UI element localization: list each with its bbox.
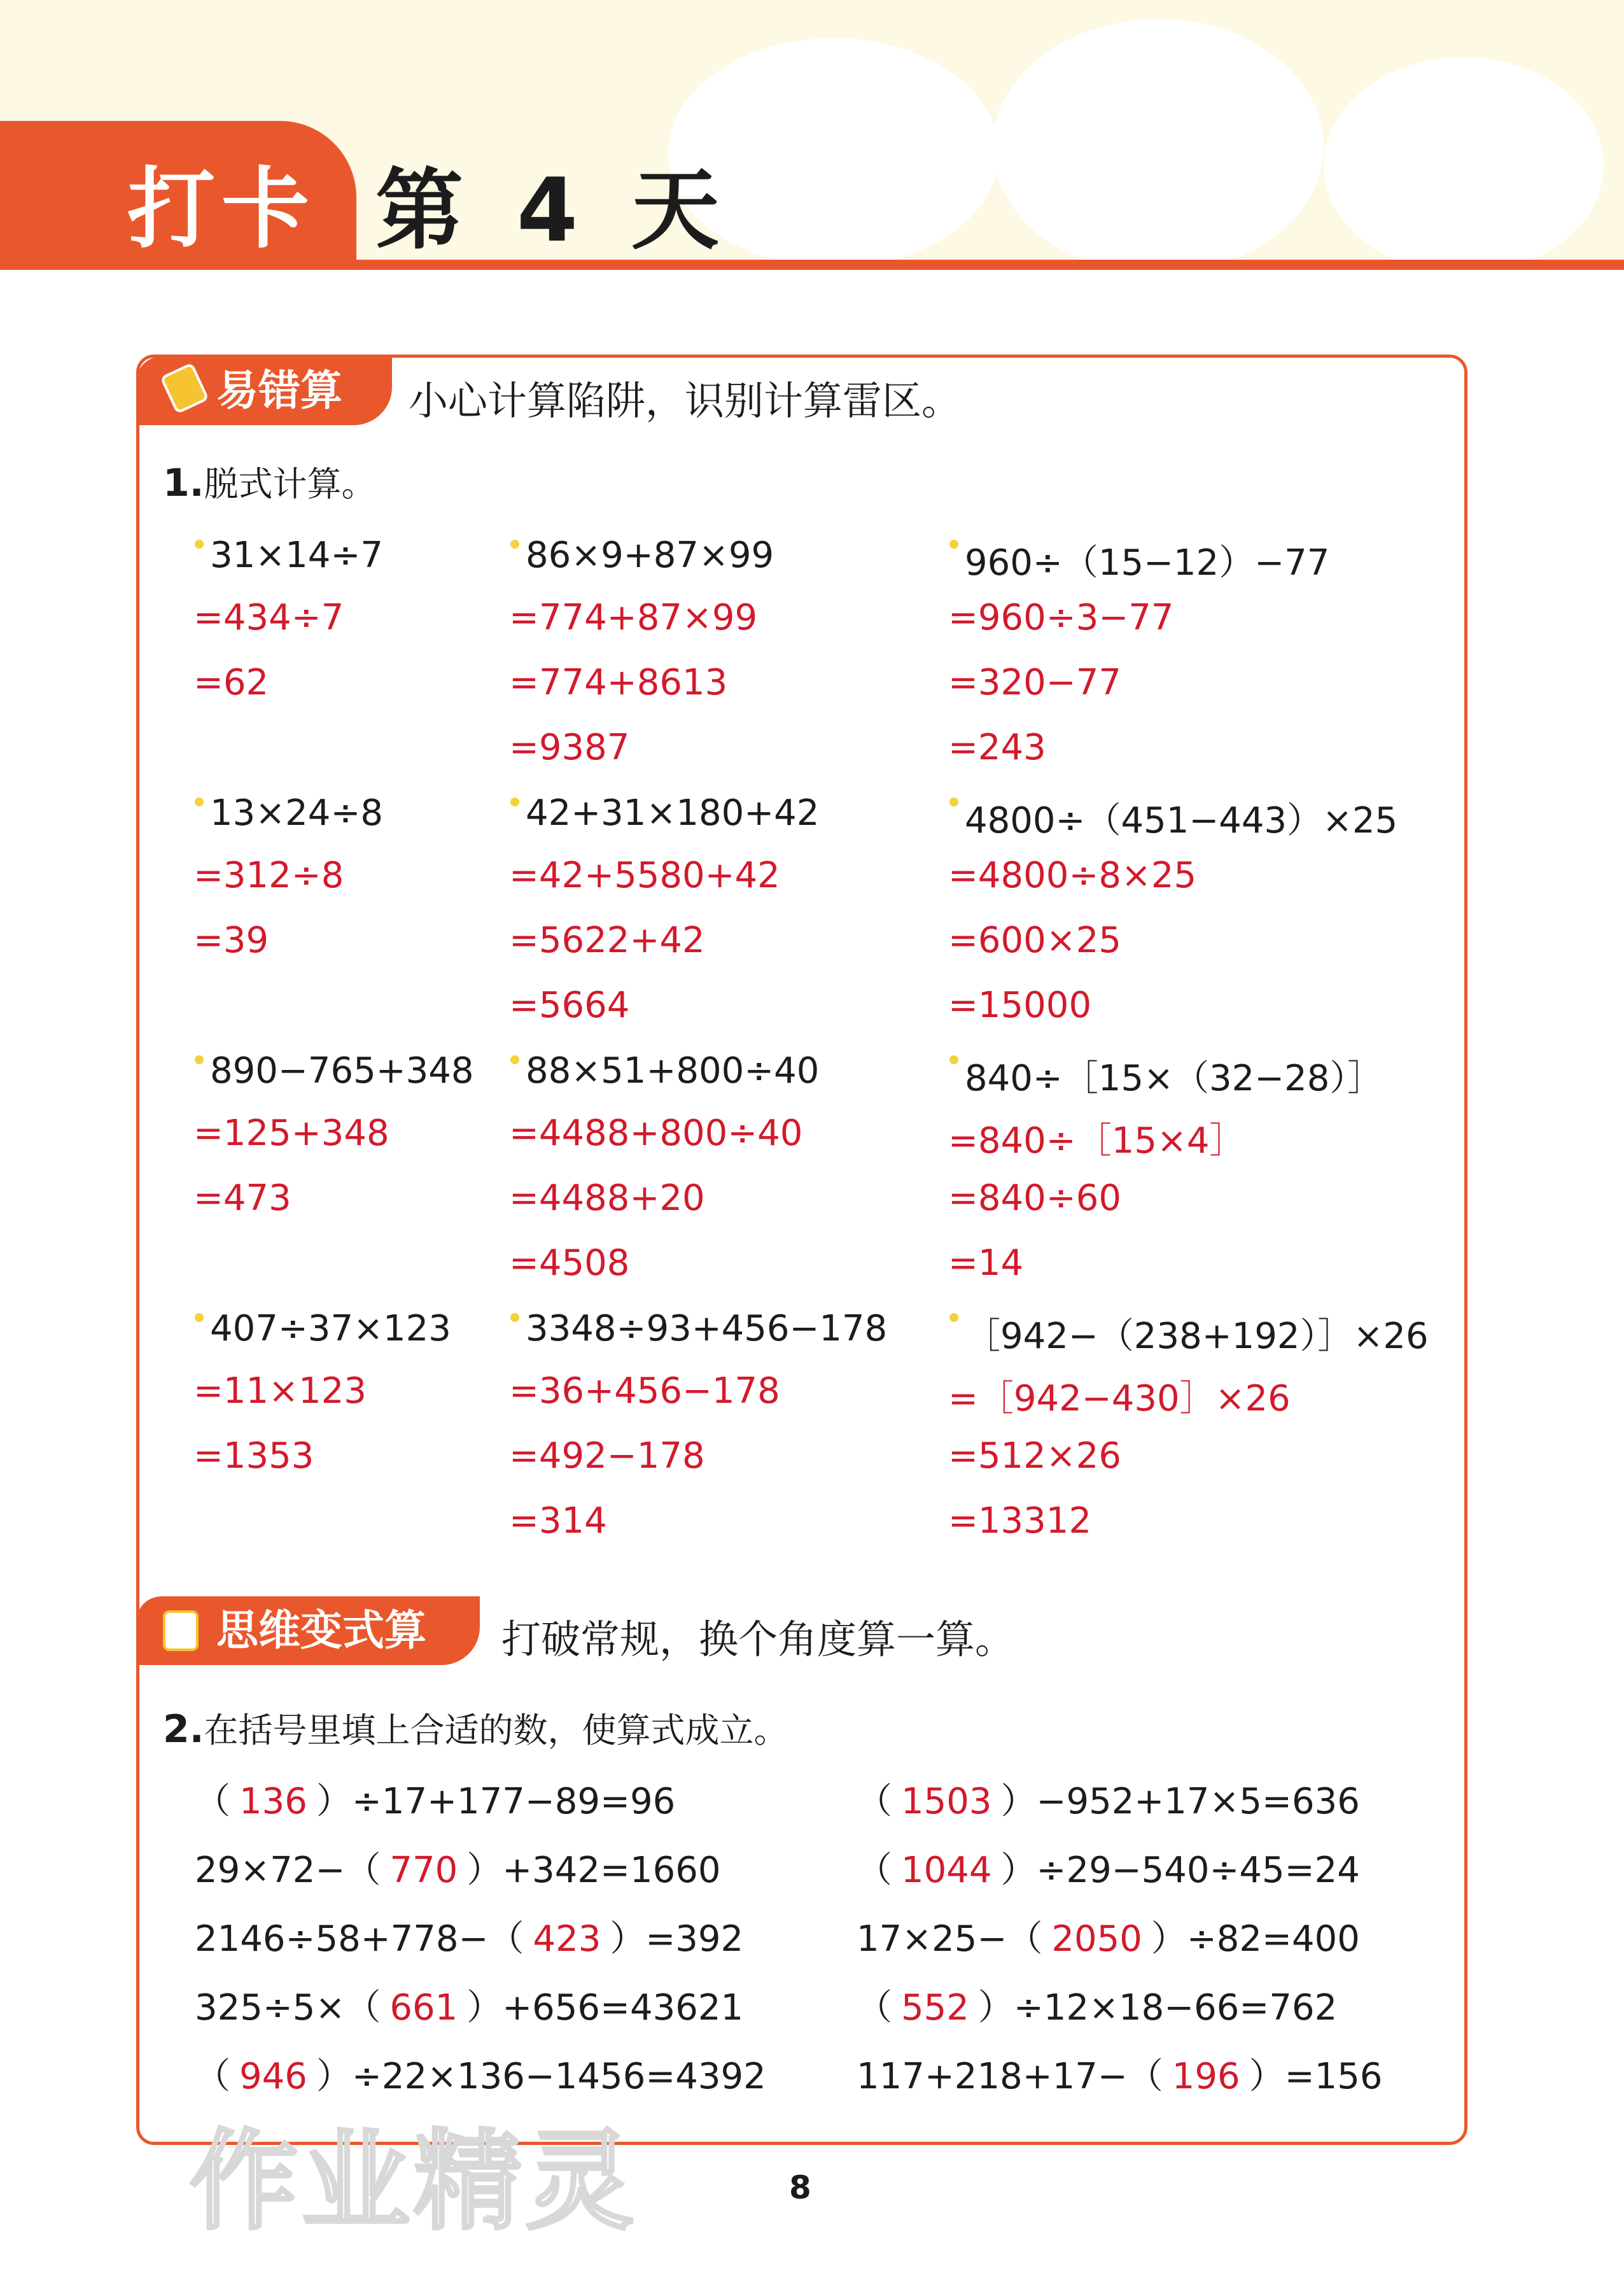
problem-expression [195, 792, 383, 834]
equation-text: 2146÷58+778−（ [195, 1918, 524, 1960]
solution-step: =840÷［15×4］ [948, 1120, 1245, 1162]
equation-text: 325÷5×（ [195, 1987, 381, 2028]
expression-text: 88×51+800÷40 [526, 1050, 820, 1092]
solution-step: =15000 [948, 985, 1092, 1026]
equation-text: （ [857, 1850, 892, 1891]
equation-text: ）÷22×136−1456=4392 [316, 2056, 766, 2097]
equation-text: （ [857, 1987, 892, 2028]
equation-text: ）+656=43621 [466, 1987, 744, 2028]
bullet-dot-icon [949, 1313, 958, 1322]
expression-text: 13×24÷8 [210, 792, 383, 834]
filled-answer: 770 [389, 1850, 458, 1891]
solution-step: =4508 [509, 1242, 630, 1284]
solution-step: =［942−430］×26 [948, 1378, 1291, 1419]
problem-expression [195, 1050, 474, 1092]
solution-step: =774+87×99 [509, 597, 758, 638]
expression-text: ［942−（238+192）］×26 [965, 1316, 1429, 1357]
solution-step: =1353 [193, 1435, 314, 1477]
solution-step: =125+348 [193, 1113, 389, 1154]
question1-title: 1.脱式计算。 [163, 461, 376, 505]
solution-step: =312÷8 [193, 855, 344, 896]
equation-text: 117+218+17−（ [857, 2056, 1163, 2097]
fill-in-item [857, 1979, 1337, 2030]
solution-step: =11×123 [193, 1370, 367, 1412]
equation-text: ）=156 [1249, 2056, 1383, 2097]
expression-text: 42+31×180+42 [526, 792, 820, 834]
equation-text: 29×72−（ [195, 1850, 381, 1891]
solution-step: =4800÷8×25 [948, 855, 1197, 896]
filled-answer: 196 [1172, 2056, 1240, 2097]
expression-text: 890−765+348 [210, 1050, 474, 1092]
equation-text: ）=392 [610, 1918, 744, 1960]
bullet-dot-icon [510, 1313, 519, 1322]
bullet-dot-icon [949, 540, 958, 549]
section2-description: 打破常规，换个角度算一算。 [501, 1616, 1015, 1663]
page-number: 8 [789, 2169, 811, 2206]
bullet-dot-icon [195, 1313, 204, 1322]
fill-in-item [857, 1911, 1360, 1962]
section2-tab-label: 思维变式算 [216, 1606, 426, 1655]
filled-answer: 136 [239, 1781, 307, 1822]
expression-text: 4800÷（451−443）×25 [965, 800, 1398, 841]
equation-text: ）÷12×18−66=762 [977, 1987, 1338, 2028]
solution-step: =320−77 [948, 662, 1121, 703]
filled-answer: 1503 [901, 1781, 992, 1822]
section1-description: 小心计算陷阱，识别计算雷区。 [409, 377, 962, 424]
solution-step: =62 [193, 662, 269, 703]
problem-expression [195, 1308, 451, 1349]
bullet-dot-icon [195, 798, 204, 806]
solution-step: =42+5580+42 [509, 855, 780, 896]
expression-text: 86×9+87×99 [526, 535, 774, 576]
equation-text: 17×25−（ [857, 1918, 1043, 1960]
filled-answer: 1044 [901, 1850, 992, 1891]
expression-text: 840÷［15×（32−28）］ [965, 1058, 1383, 1099]
solution-step: =473 [193, 1178, 291, 1219]
filled-answer: 552 [901, 1987, 969, 2028]
solution-step: =36+456−178 [509, 1370, 780, 1412]
fill-in-item [195, 1773, 675, 1824]
solution-step: =434÷7 [193, 597, 344, 638]
question2-title: 2.在括号里填上合适的数，使算式成立。 [163, 1707, 788, 1752]
problem-expression [510, 1308, 887, 1349]
solution-step: =840÷60 [948, 1178, 1121, 1219]
bullet-dot-icon [510, 1055, 519, 1064]
solution-step: =4488+800÷40 [509, 1113, 803, 1154]
filled-answer: 423 [533, 1918, 601, 1960]
bullet-dot-icon [195, 540, 204, 549]
problem-expression [510, 1050, 819, 1092]
cloud-decoration [1324, 57, 1604, 274]
bullet-dot-icon [949, 798, 958, 806]
filled-answer: 946 [239, 2056, 307, 2097]
solution-step: =9387 [509, 727, 630, 768]
cloud-decoration [993, 19, 1324, 274]
expression-text: 407÷37×123 [210, 1308, 451, 1349]
fill-in-item [195, 1911, 743, 1962]
solution-step: =492−178 [509, 1435, 705, 1477]
problem-expression [510, 535, 774, 576]
expression-text: 3348÷93+456−178 [526, 1308, 888, 1349]
fill-in-item [857, 1842, 1360, 1893]
equation-text: ）÷17+177−89=96 [316, 1781, 676, 1822]
expression-text: 960÷（15−12）−77 [965, 542, 1330, 584]
equation-text: ）÷29−540÷45=24 [1000, 1850, 1360, 1891]
equation-text: ）÷82=400 [1151, 1918, 1360, 1960]
bullet-dot-icon [510, 798, 519, 806]
solution-step: =314 [509, 1500, 607, 1542]
solution-step: =774+8613 [509, 662, 728, 703]
filled-answer: 2050 [1051, 1918, 1142, 1960]
fill-in-item [195, 1979, 743, 2030]
fill-in-item [195, 1842, 721, 1893]
solution-step: =39 [193, 920, 269, 961]
checkin-label: 打卡 [127, 158, 316, 260]
solution-step: =4488+20 [509, 1178, 705, 1219]
section1-tab-label: 易错算 [216, 366, 342, 415]
filled-answer: 661 [389, 1987, 458, 2028]
fill-in-item [857, 1773, 1360, 1824]
fill-in-item [857, 2048, 1383, 2099]
problem-expression [949, 1308, 1429, 1359]
bullet-dot-icon [510, 540, 519, 549]
problem-expression [195, 535, 383, 576]
day-title: 第 4 天 [375, 159, 731, 262]
fill-in-item [195, 2048, 766, 2099]
problem-expression [949, 535, 1329, 586]
solution-step: =960÷3−77 [948, 597, 1174, 638]
solution-step: =13312 [948, 1500, 1092, 1542]
bullet-dot-icon [195, 1055, 204, 1064]
score-100-icon [163, 1610, 199, 1651]
expression-text: 31×14÷7 [210, 535, 383, 576]
problem-expression [949, 792, 1397, 843]
problem-expression [510, 792, 819, 834]
solution-step: =512×26 [948, 1435, 1121, 1477]
solution-step: =14 [948, 1242, 1024, 1284]
equation-text: ）−952+17×5=636 [1000, 1781, 1360, 1822]
solution-step: =5622+42 [509, 920, 705, 961]
bullet-dot-icon [949, 1055, 958, 1064]
equation-text: （ [195, 1781, 230, 1822]
solution-step: =5664 [509, 985, 630, 1026]
equation-text: （ [857, 1781, 892, 1822]
problem-expression [949, 1050, 1383, 1101]
solution-step: =600×25 [948, 920, 1121, 961]
solution-step: =243 [948, 727, 1046, 768]
watermark: 作业精灵 [190, 2119, 638, 2245]
equation-text: ）+342=1660 [466, 1850, 721, 1891]
equation-text: （ [195, 2056, 230, 2097]
